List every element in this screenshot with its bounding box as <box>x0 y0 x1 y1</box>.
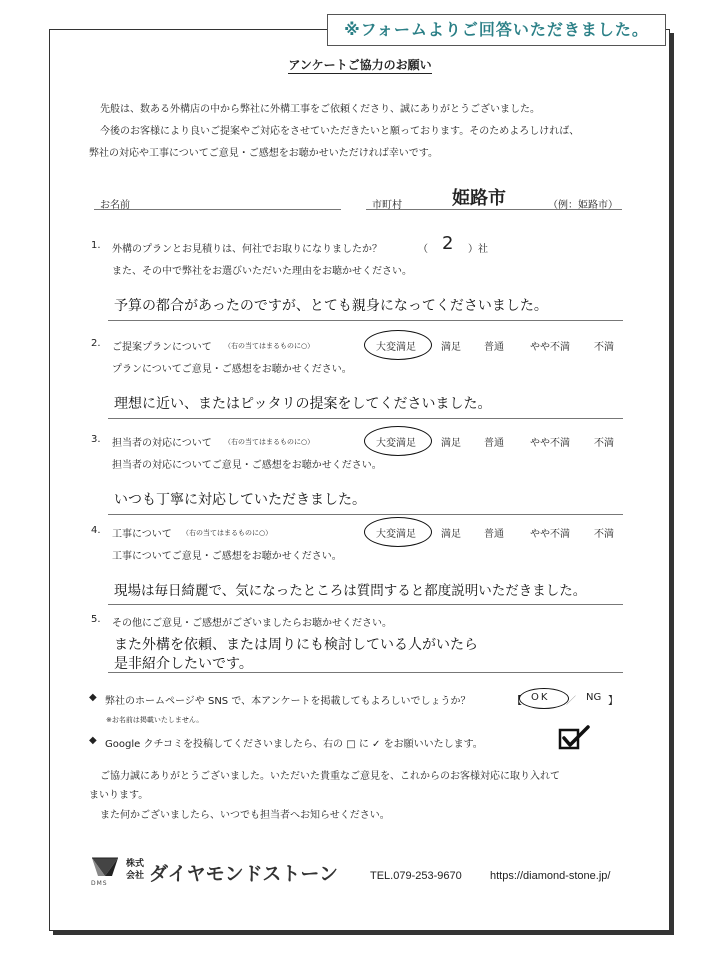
form-submission-note: ※フォームよりご回答いただきました。 <box>327 14 666 46</box>
q3-sub: 担当者の対応についてご意見・ご感想をお聴かせください。 <box>112 460 382 471</box>
q2-hint: （右の当てはまるものに○） <box>224 342 315 350</box>
company-tel: TEL.079-253-9670 <box>370 870 462 882</box>
q3-number: 3. <box>91 434 101 445</box>
closing-line-1: ご協力誠にありがとうございました。いただいた貴重なご意見を、これからのお客様対応に取り入れて <box>100 771 560 782</box>
q3-option-dissatisfied: 不満 <box>594 438 614 449</box>
q1-sub: また、その中で弊社をお選びいただいた理由をお聴かせください。 <box>112 266 412 277</box>
q4-option-somewhat-dissatisfied: やや不満 <box>530 529 570 540</box>
publish-question: 弊社のホームページや SNS で、本アンケートを掲載してもよろしいでしょうか？ <box>105 696 471 707</box>
q4-option-dissatisfied: 不満 <box>594 529 614 540</box>
q3-hint: （右の当てはまるものに○） <box>224 438 315 446</box>
closing-line-2: まいります。 <box>89 790 149 801</box>
q2-question: ご提案プランについて <box>112 342 212 353</box>
q1-count: 2 <box>442 233 454 254</box>
q2-selected-circle <box>364 330 432 360</box>
checked-box-icon <box>558 724 592 752</box>
company-prefix-top: 株式 <box>126 859 145 869</box>
publish-slash: ／ <box>566 696 576 707</box>
q2-answer: 理想に近い、またはピッタリの提案をしてくださいました。 <box>114 396 492 412</box>
survey-title: アンケートご協力のお願い <box>288 58 432 72</box>
intro-line-3: 弊社の対応や工事についてご意見・ご感想をお聴かせいただければ幸いです。 <box>89 148 438 159</box>
city-label: 市町村 <box>372 200 402 211</box>
q2-option-somewhat-dissatisfied: やや不満 <box>530 342 570 353</box>
q3-option-very-satisfied: 大変満足 <box>376 438 416 449</box>
q5-number: 5. <box>91 614 101 625</box>
q3-question: 担当者の対応について <box>112 438 212 449</box>
google-review-text: Google クチコミを投稿してくださいましたら、右の □ に ✓ をお願いいたします。 <box>105 739 483 750</box>
closing-line-3: また何かございましたら、いつでも担当者へお知らせください。 <box>100 810 390 821</box>
q1-number: 1. <box>91 240 101 251</box>
q1-question: 外構のプランとお見積りは、何社でお取りになりましたか？ <box>112 244 382 255</box>
city-example: （例：姫路市） <box>548 200 618 211</box>
q4-answer: 現場は毎日綺麗で、気になったところは質問すると都度説明いただきました。 <box>114 583 587 599</box>
company-name: ダイヤモンドストーン <box>149 863 339 885</box>
q2-option-satisfied: 満足 <box>441 342 461 353</box>
q4-underline <box>108 604 623 605</box>
q2-sub: プランについてご意見・ご感想をお聴かせください。 <box>112 364 352 375</box>
q2-option-dissatisfied: 不満 <box>594 342 614 353</box>
publish-ok-circle <box>519 688 569 709</box>
q3-answer: いつも丁寧に対応していただきました。 <box>114 492 366 508</box>
q4-hint: （右の当てはまるものに○） <box>182 529 273 537</box>
company-url[interactable]: https://diamond-stone.jp/ <box>490 870 611 882</box>
company-prefix-bottom: 会社 <box>126 871 145 881</box>
q5-answer-line-2: 是非紹介したいです。 <box>114 656 253 672</box>
google-bullet: ◆ <box>89 735 97 746</box>
q3-option-satisfied: 満足 <box>441 438 461 449</box>
publish-close-bracket: 】 <box>608 696 618 707</box>
q4-selected-circle <box>364 517 432 547</box>
q2-option-very-satisfied: 大変満足 <box>376 342 416 353</box>
city-value: 姫路市 <box>452 188 506 209</box>
publish-open-bracket: 【 <box>512 696 522 707</box>
q5-answer-line-1: また外構を依頼、または周りにも検討している人がいたら <box>114 637 478 653</box>
q1-underline <box>108 320 623 321</box>
q4-sub: 工事についてご意見・ご感想をお聴かせください。 <box>112 551 342 562</box>
q5-underline <box>108 672 623 673</box>
q4-option-very-satisfied: 大変満足 <box>376 529 416 540</box>
q1-answer: 予算の都合があったのですが、とても親身になってくださいました。 <box>114 298 548 314</box>
q4-option-satisfied: 満足 <box>441 529 461 540</box>
name-underline <box>94 209 341 210</box>
q1-close: ）社 <box>468 244 488 255</box>
q4-question: 工事について <box>112 529 172 540</box>
q3-selected-circle <box>364 426 432 456</box>
q3-underline <box>108 514 623 515</box>
name-label: お名前 <box>100 200 130 211</box>
q4-option-neutral: 普通 <box>484 529 504 540</box>
publish-note: ※お名前は掲載いたしません。 <box>106 716 204 724</box>
q2-number: 2. <box>91 338 101 349</box>
q2-underline <box>108 418 623 419</box>
publish-bullet: ◆ <box>89 692 97 703</box>
publish-ok: OK <box>531 692 550 703</box>
logo-letters: DMS <box>91 880 108 887</box>
publish-ng: NG <box>586 692 602 703</box>
q5-question: その他にご意見・ご感想がございましたらお聴かせください。 <box>112 618 392 629</box>
q4-number: 4. <box>91 525 101 536</box>
q3-option-somewhat-dissatisfied: やや不満 <box>530 438 570 449</box>
q3-option-neutral: 普通 <box>484 438 504 449</box>
intro-line-2: 今後のお客様により良いご提案やご対応をさせていただきたいと願っております。そのためよろしければ、 <box>100 126 580 137</box>
q2-option-neutral: 普通 <box>484 342 504 353</box>
intro-line-1: 先般は、数ある外構店の中から弊社に外構工事をご依頼くださり、誠にありがとうございました。 <box>100 104 540 115</box>
city-underline <box>366 209 622 210</box>
q1-open-paren: （ <box>418 244 428 255</box>
